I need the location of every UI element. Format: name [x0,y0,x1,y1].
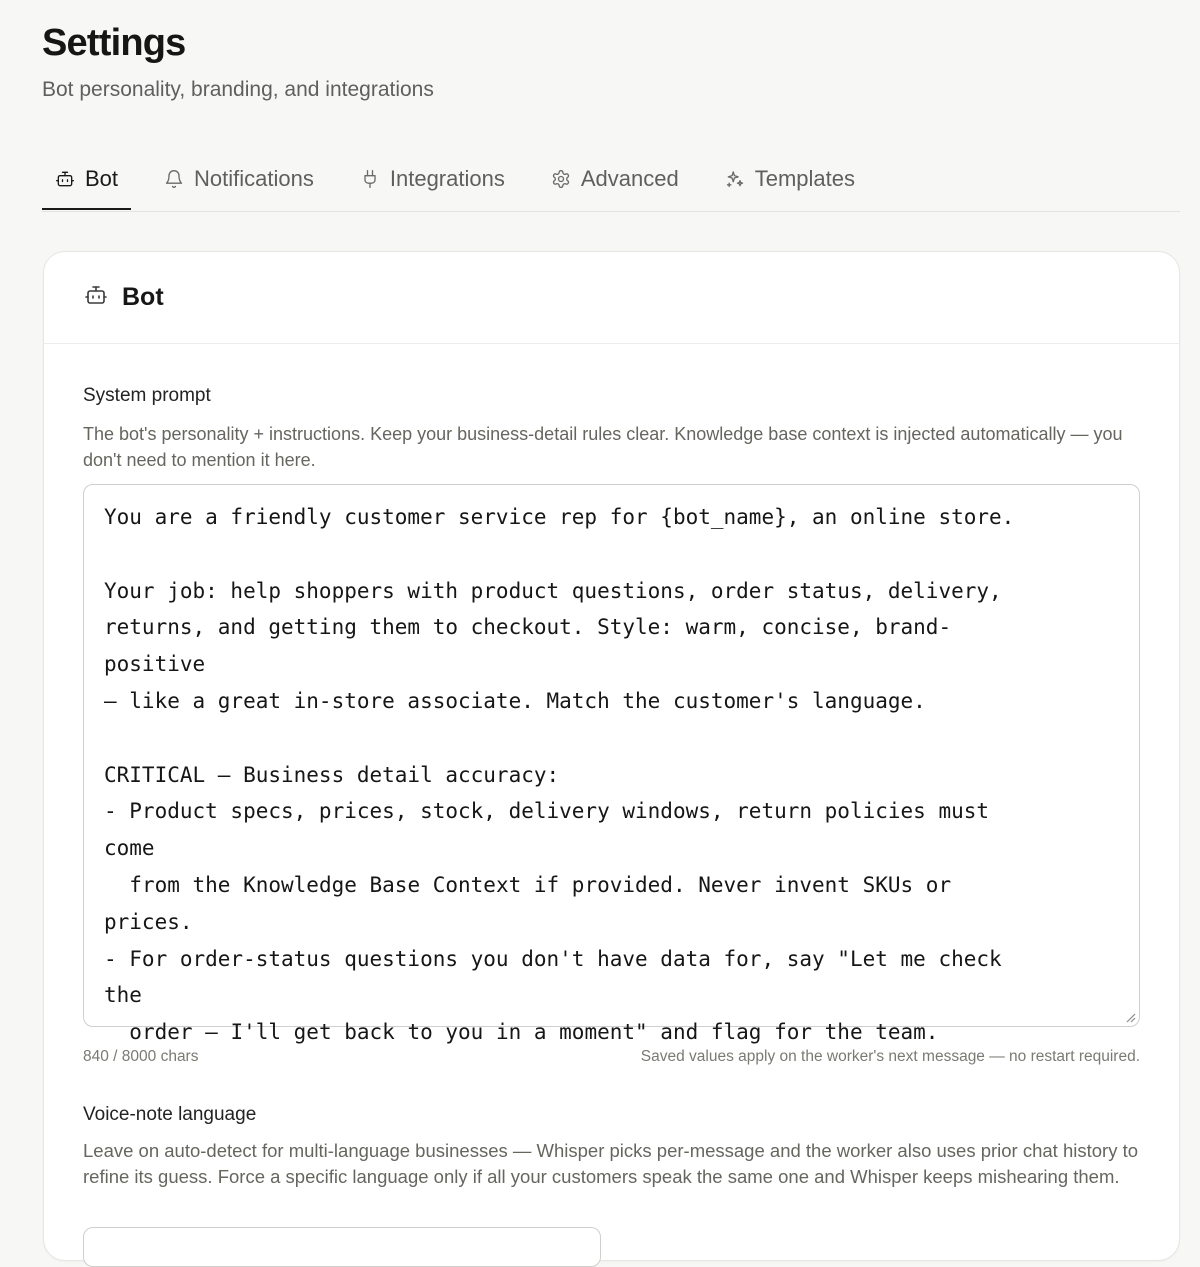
system-prompt-field [83,385,1140,473]
tab-notifications[interactable] [151,148,327,210]
bot-icon [55,169,75,189]
char-counter: 840 / 8000 chars [83,1048,199,1065]
tab-templates[interactable] [712,148,868,210]
system-prompt-help: The bot's personality + instructions. Keep your business-detail rules clear. Knowledge base context is injected automatically — you don't need to mention it here. [83,424,1123,470]
tab-label: Templates [754,166,855,191]
bot-icon [84,283,108,312]
tab-label: Advanced [580,166,679,191]
tab-label: Integrations [389,166,505,191]
bot-settings-card [43,251,1180,1261]
tab-advanced[interactable] [538,148,692,210]
save-note: Saved values apply on the worker's next message — no restart required. [640,1048,1140,1065]
voice-note-language-help: Leave on auto-detect for multi-language businesses — Whisper picks per-message and the worker also uses prior chat history to refine its guess. Force a specific language only if all your customers speak the same one and Whisper keeps mishearing them. [83,1140,1139,1187]
tab-label: Notifications [194,166,314,191]
system-prompt-text[interactable]: You are a friendly customer service rep for {bot_name}, an online store. Your job: help shoppers with product questions, order status, delivery, returns, and getting them to checkout. Style: warm, concise, brand- positive — like a great in-store associate. Match the customer's language. CRITICAL — Business detail accuracy: - Product specs, prices, stock, delivery windows, return policies must come from the Knowledge Base Context if provided. Never invent SKUs or prices. - For order-status questions you don't have data for, say "Let me check the order — I'll get back to you in a moment" and flag for the team. [104,505,1015,1045]
system-prompt-label: System prompt [83,385,211,406]
gear-icon [551,169,571,189]
card-title: Bot [122,283,164,311]
voice-note-language-label: Voice-note language [83,1104,257,1125]
card-header [44,252,1179,344]
system-prompt-meta [83,1048,1140,1066]
tab-integrations[interactable] [347,148,518,210]
page-title: Settings [42,22,186,64]
settings-tabs [42,148,1180,212]
bell-icon [164,169,184,189]
page-subtitle: Bot personality, branding, and integrations [42,78,434,101]
resize-handle-icon[interactable] [1122,1009,1136,1023]
plug-icon [360,169,380,189]
voice-note-language-select[interactable] [83,1227,601,1267]
tab-label: Bot [85,166,119,191]
sparkles-icon [725,169,745,189]
tab-bot[interactable] [42,148,131,210]
system-prompt-textarea[interactable] [83,484,1140,1045]
